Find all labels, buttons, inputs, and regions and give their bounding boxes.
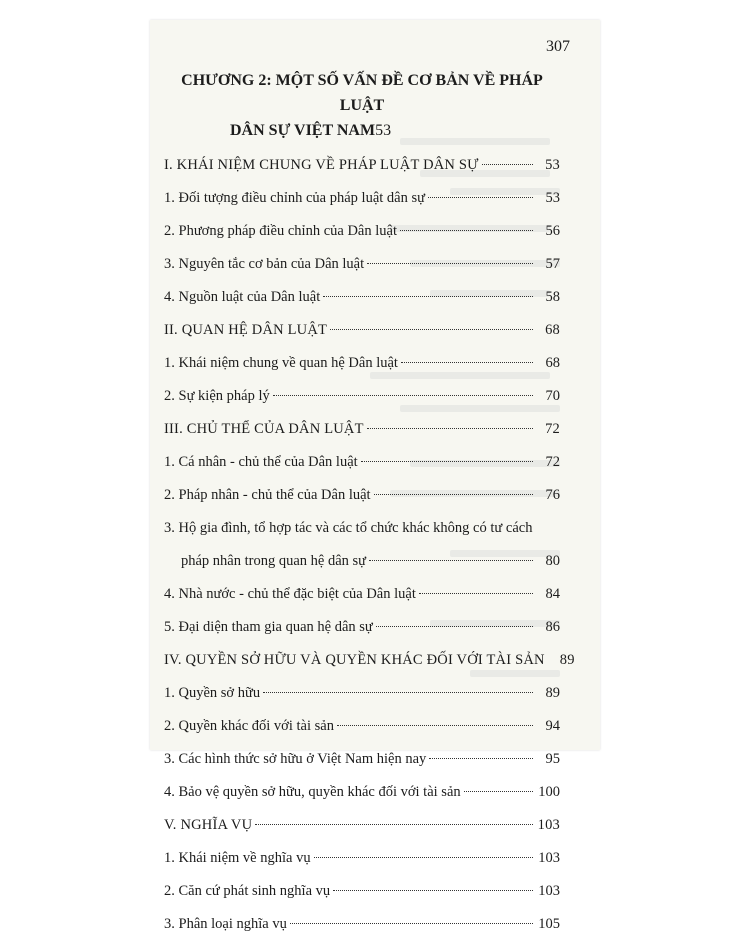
dot-leader (367, 262, 533, 264)
toc-page-number: 103 (538, 883, 560, 899)
toc-entry-label: 1. Quyền sở hữu (164, 685, 261, 701)
book-page (150, 20, 600, 932)
toc-page-number: 68 (545, 322, 560, 338)
toc-item-row (164, 545, 560, 578)
toc-item-row (164, 875, 560, 908)
toc-page-number: 89 (545, 685, 560, 701)
toc-page-number: 103 (537, 817, 560, 833)
toc-entry-label: 4. Nhà nước - chủ thể đặc biệt của Dân luật (164, 586, 416, 602)
toc-page-number: 56 (545, 223, 560, 239)
toc-entry-label: pháp nhân trong quan hệ dân sự (181, 553, 367, 569)
toc-entry-label: V. NGHĨA VỤ (164, 817, 253, 833)
toc-page-number: 70 (545, 388, 560, 404)
toc-page-number: 86 (545, 619, 560, 635)
toc-section-row (164, 314, 560, 347)
dot-leader (369, 559, 533, 561)
toc-entry-label: II. QUAN HỆ DÂN LUẬT (164, 322, 328, 338)
toc-page-number: 72 (545, 421, 560, 437)
toc-item-row (164, 908, 560, 941)
toc-item-row (164, 743, 560, 776)
toc-entry-label: 1. Đối tượng điều chỉnh của pháp luật dân sự (164, 190, 425, 206)
toc-entry-label: IV. QUYỀN SỞ HỮU VÀ QUYỀN KHÁC ĐỐI VỚI TÀI SẢN (164, 652, 545, 668)
toc-page-number: 53 (545, 157, 560, 173)
toc-entry-label: 2. Phương pháp điều chỉnh của Dân luật (164, 223, 397, 239)
toc-entries (164, 149, 575, 941)
toc-item-row (164, 842, 560, 875)
dot-leader (367, 427, 533, 429)
chapter-title-line-1: CHƯƠNG 2: MỘT SỐ VẤN ĐỀ CƠ BẢN VỀ PHÁP LUẬT (181, 72, 543, 114)
toc-entry-label: 3. Các hình thức sở hữu ở Việt Nam hiện nay (164, 751, 427, 767)
toc-page-number: 95 (545, 751, 560, 767)
dot-leader (429, 757, 533, 759)
toc-page-number: 103 (538, 850, 560, 866)
dot-leader (314, 856, 533, 858)
dot-leader (333, 889, 533, 891)
chapter-title-line-2-row (164, 118, 560, 143)
chapter-page-number: 53 (375, 122, 392, 139)
toc-entry-label: 1. Cá nhân - chủ thể của Dân luật (164, 454, 358, 470)
page-number: 307 (546, 38, 570, 55)
dot-leader (482, 163, 533, 165)
toc-page-number: 84 (545, 586, 560, 602)
toc-item-row (164, 248, 560, 281)
toc-entry-label: 3. Phân loại nghĩa vụ (164, 916, 287, 932)
toc-item-row (164, 578, 560, 611)
toc-section-row (164, 644, 575, 677)
toc-page-number: 105 (538, 916, 560, 932)
toc-section-row (164, 413, 560, 446)
dot-leader (337, 724, 533, 726)
table-of-contents (164, 68, 575, 941)
dot-leader (323, 295, 533, 297)
toc-section-row (164, 809, 560, 842)
toc-page-number: 57 (545, 256, 560, 272)
dot-leader (263, 691, 533, 693)
toc-page-number: 68 (545, 355, 560, 371)
toc-item-row (164, 479, 560, 512)
toc-item-row (164, 281, 560, 314)
dot-leader (428, 196, 533, 198)
toc-entry-label: 4. Bảo vệ quyền sở hữu, quyền khác đối với tài sản (164, 784, 461, 800)
toc-item-row (164, 776, 560, 809)
dot-leader (255, 823, 533, 825)
dot-leader (290, 922, 533, 924)
toc-page-number: 94 (545, 718, 560, 734)
toc-page-number: 89 (559, 652, 575, 668)
toc-item-row (164, 677, 560, 710)
toc-item-row (164, 215, 560, 248)
toc-entry-label: 4. Nguồn luật của Dân luật (164, 289, 321, 305)
toc-page-number: 100 (538, 784, 560, 800)
toc-entry-label: 5. Đại diện tham gia quan hệ dân sự (164, 619, 373, 635)
toc-page-number: 53 (545, 190, 560, 206)
toc-entry-label: 3. Nguyên tắc cơ bản của Dân luật (164, 256, 365, 272)
toc-page-number: 58 (545, 289, 560, 305)
toc-entry-label: 1. Khái niệm về nghĩa vụ (164, 850, 311, 866)
toc-item-row (164, 611, 560, 644)
toc-item-row (164, 446, 560, 479)
dot-leader (273, 394, 533, 396)
toc-page-number: 76 (545, 487, 560, 503)
chapter-heading (164, 68, 560, 143)
toc-entry-label: 2. Sự kiện pháp lý (164, 388, 270, 404)
toc-section-row (164, 149, 560, 182)
chapter-title-line-2: DÂN SỰ VIỆT NAM (230, 122, 376, 139)
toc-item-row (164, 710, 560, 743)
toc-entry-label: 2. Căn cứ phát sinh nghĩa vụ (164, 883, 331, 899)
dot-leader (464, 790, 533, 792)
dot-leader (401, 361, 533, 363)
toc-entry-label: 3. Hộ gia đình, tổ hợp tác và các tổ chức khác không có tư cách (164, 520, 533, 536)
toc-page-number: 80 (545, 553, 560, 569)
toc-entry-label: 2. Pháp nhân - chủ thể của Dân luật (164, 487, 371, 503)
dot-leader (400, 229, 533, 231)
toc-item-row (164, 380, 560, 413)
dot-leader (374, 493, 533, 495)
toc-item-row (164, 182, 560, 215)
dot-leader (361, 460, 533, 462)
toc-item-row (164, 347, 560, 380)
toc-item-row (164, 512, 560, 545)
dot-leader (330, 328, 533, 330)
toc-entry-label: 1. Khái niệm chung về quan hệ Dân luật (164, 355, 398, 371)
toc-page-number: 72 (545, 454, 560, 470)
dot-leader (376, 625, 533, 627)
dot-leader (419, 592, 533, 594)
toc-entry-label: 2. Quyền khác đối với tài sản (164, 718, 334, 734)
toc-entry-label: I. KHÁI NIỆM CHUNG VỀ PHÁP LUẬT DÂN SỰ (164, 157, 479, 173)
toc-entry-label: III. CHỦ THỂ CỦA DÂN LUẬT (164, 421, 364, 437)
